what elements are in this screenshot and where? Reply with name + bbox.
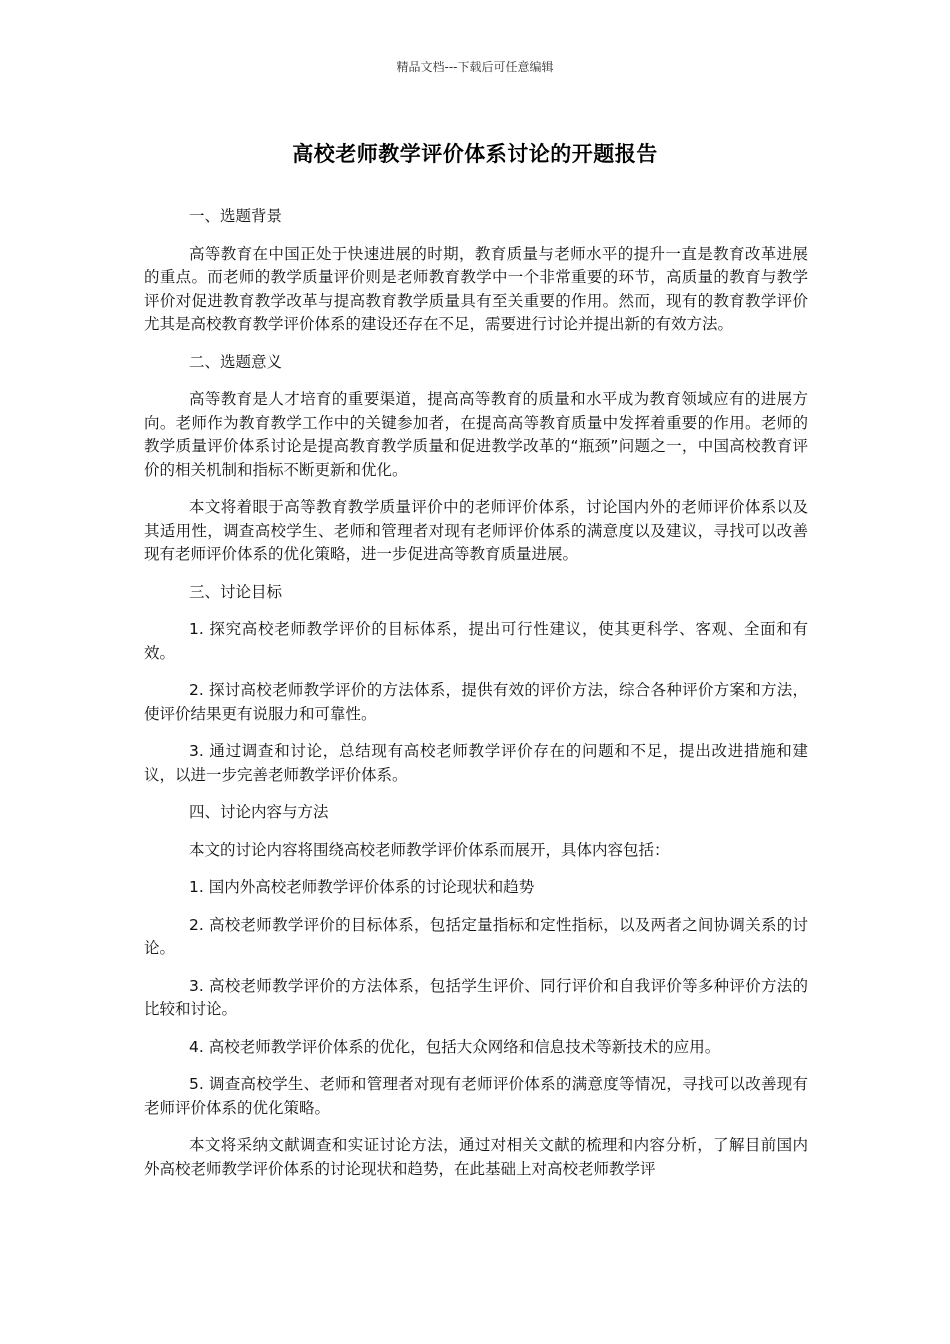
goal-item-2: 2. 探讨高校老师教学评价的方法体系，提供有效的评价方法，综合各种评价方案和方法，使评价结果更有说服力和可靠性。 <box>144 681 808 723</box>
goal-item-3: 3. 通过调查和讨论，总结现有高校老师教学评价存在的问题和不足，提出改进措施和建议，以进一步完善老师教学评价体系。 <box>144 742 808 784</box>
section-heading-content-methods: 四、讨论内容与方法 <box>189 803 329 821</box>
section-heading-goals: 三、讨论目标 <box>189 582 283 601</box>
goal-item-1: 1. 探究高校老师教学评价的目标体系，提出可行性建议，使其更科学、客观、全面和有效。 <box>144 620 808 662</box>
content-item-5: 5. 调查高校学生、老师和管理者对现有老师评价体系的满意度等情况，寻找可以改善现有老师评价体系的优化策略。 <box>144 1075 808 1117</box>
content-intro: 本文的讨论内容将围绕高校老师教学评价体系而展开，具体内容包括： <box>189 840 670 859</box>
paragraph-background: 高等教育在中国正处于快速进展的时期，教育质量与老师水平的提升一直是教育改革进展的重点。而老师的教学质量评价则是老师教育教学中一个非常重要的环节，高质量的教育与教学评价对促进教育教学改革与提高教育教学质量具有至关重要的作用。然而，现有的教育教学评价尤其是高校教育教学评价体系的建设还存在不足，需要进行讨论并提出新的有效方法。 <box>144 244 808 333</box>
content-item-2: 2. 高校老师教学评价的目标体系，包括定量指标和定性指标，以及两者之间协调关系的讨论。 <box>144 915 808 957</box>
header-note: 精品文档---下载后可任意编辑 <box>396 60 554 74</box>
content-item-3: 3. 高校老师教学评价的方法体系，包括学生评价、同行评价和自我评价等多种评价方法的比较和讨论。 <box>144 976 808 1018</box>
content-item-1: 1. 国内外高校老师教学评价体系的讨论现状和趋势 <box>189 878 535 896</box>
paragraph-methods: 本文将采纳文献调查和实证讨论方法，通过对相关文献的梳理和内容分析，了解目前国内外高校老师教学评价体系的讨论现状和趋势，在此基础上对高校老师教学评 <box>144 1136 808 1178</box>
paragraph-significance-2: 本文将着眼于高等教育教学质量评价中的老师评价体系，讨论国内外的老师评价体系以及其适用性，调查高校学生、老师和管理者对现有老师评价体系的满意度以及建议，寻找可以改善现有老师评价体系的优化策略，进一步促进高等教育质量进展。 <box>144 498 808 563</box>
document-body <box>144 205 808 1195</box>
paragraph-significance-1: 高等教育是人才培育的重要渠道，提高高等教育的质量和水平成为教育领域应有的进展方向。老师作为教育教学工作中的关键参加者，在提高高等教育质量中发挥着重要的作用。老师的教学质量评价体系讨论是提高教育教学质量和促进教学改革的“瓶颈”问题之一，中国高校教育评价的相关机制和指标不断更新和优化。 <box>144 390 808 479</box>
content-item-4: 4. 高校老师教学评价体系的优化，包括大众网络和信息技术等新技术的应用。 <box>189 1037 721 1056</box>
section-heading-background: 一、选题背景 <box>189 207 283 225</box>
section-heading-significance: 二、选题意义 <box>189 352 283 371</box>
document-title: 高校老师教学评价体系讨论的开题报告 <box>292 142 658 166</box>
